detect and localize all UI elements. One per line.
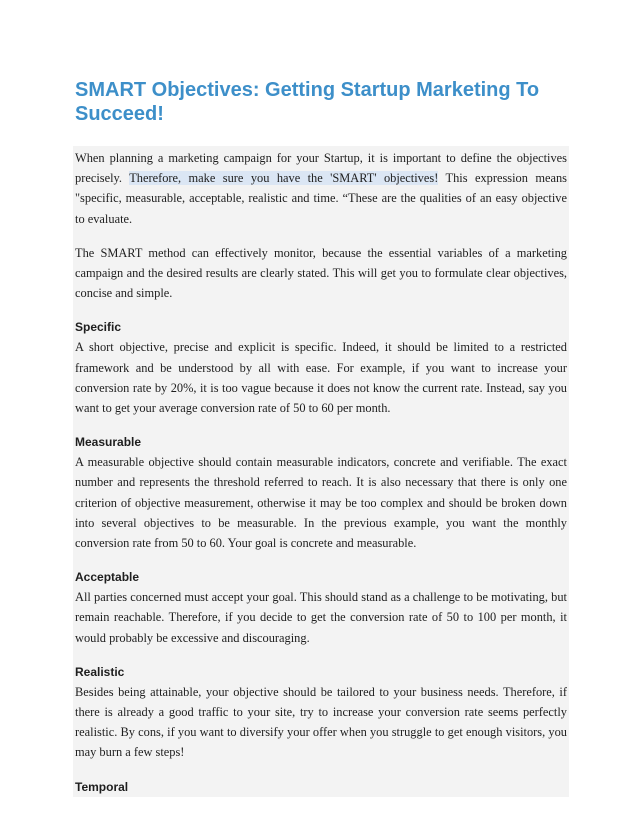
section-heading-acceptable: Acceptable bbox=[75, 570, 140, 585]
spacer bbox=[75, 303, 567, 317]
article-body bbox=[73, 146, 569, 797]
section-heading-realistic: Realistic bbox=[75, 664, 125, 679]
intro-paragraph bbox=[75, 148, 567, 229]
page-title: SMART Objectives: Getting Startup Marketing To Succeed! bbox=[75, 79, 540, 125]
section-heading-temporal: Temporal bbox=[75, 779, 129, 794]
intro-highlight: Therefore, make sure you have the 'SMART' objectives! bbox=[129, 171, 439, 186]
spacer bbox=[75, 553, 567, 567]
method-paragraph: The SMART method can effectively monitor, because the essential variables of a marketing campaign and the desired results are clearly stated. This will get you to formulate clear objectives, concise and simple. bbox=[75, 245, 567, 301]
spacer bbox=[75, 229, 567, 243]
intro-text-start: When planning a marketing campaign for your Startup, it is important to define the objectives precisely. bbox=[75, 151, 567, 186]
spacer bbox=[75, 418, 567, 432]
section-body-acceptable: All parties concerned must accept your goal. This should stand as a challenge to be motivating, but remain reachable. Therefore, if you decide to get the conversion rate of 50 to 100 per month, it would probably be excessive and discouraging. bbox=[75, 590, 567, 645]
intro-text-end: This expression means "specific, measurable, acceptable, realistic and time. “These are the qualities of an easy objective to evaluate. bbox=[75, 171, 567, 226]
spacer bbox=[75, 763, 567, 777]
spacer bbox=[75, 648, 567, 662]
section-heading-measurable: Measurable bbox=[75, 435, 142, 450]
section-heading-specific: Specific bbox=[75, 320, 122, 335]
section-body-specific: A short objective, precise and explicit is specific. Indeed, it should be limited to a restricted framework and be understood by all with ease. For example, if you want to increase your conversion rate by 20%, it is too vague because it does not know the current rate. Instead, say you want to get your average conversion rate of 50 to 60 per month. bbox=[75, 340, 567, 416]
section-body-measurable: A measurable objective should contain measurable indicators, concrete and verifiable. The exact number and represents the threshold referred to reach. It is also necessary that there is only one criterion of objective measurement, otherwise it may be too complex and should be broken down into several objectives to be measurable. In the previous example, you want the monthly conversion rate from 50 to 60. Your goal is concrete and measurable. bbox=[75, 455, 567, 551]
section-body-realistic: Besides being attainable, your objective should be tailored to your business needs. Therefore, if there is already a good traffic to your site, try to increase your conversion rate seems perfectly realistic. By cons, if you want to diversify your offer when you struggle to get enough visitors, you may burn a few steps! bbox=[75, 684, 567, 760]
